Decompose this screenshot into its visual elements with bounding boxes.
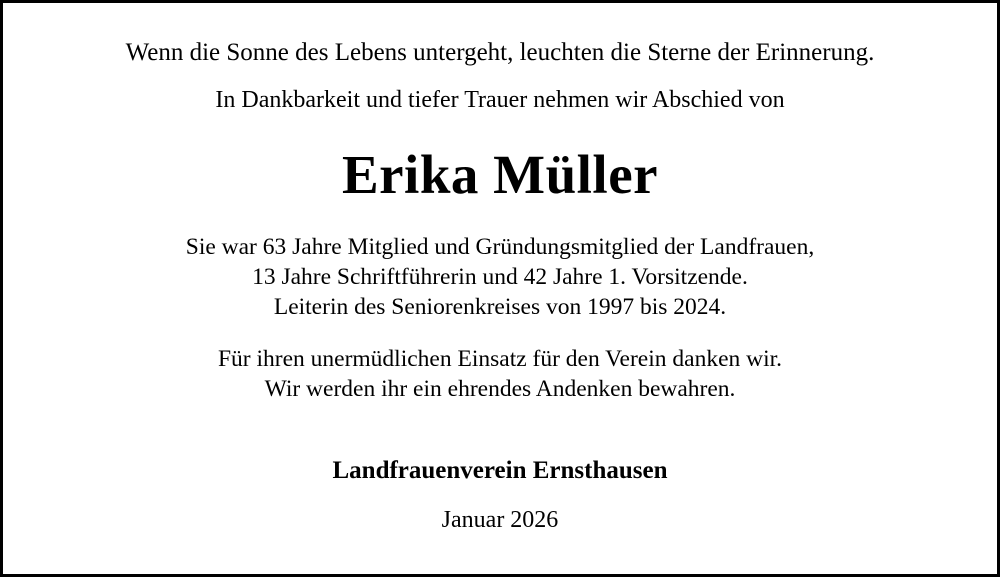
service-line: Sie war 63 Jahre Mitglied und Gründungsmitglied der Landfrauen, xyxy=(185,234,815,261)
thanks-line: Wir werden ihr ein ehrendes Andenken bewahren. xyxy=(264,376,736,403)
service-line: Leiterin des Seniorenkreises von 1997 bis 2024. xyxy=(273,294,727,321)
farewell-intro: In Dankbarkeit und tiefer Trauer nehmen wir Abschied von xyxy=(215,87,785,113)
thanks-line: Für ihren unermüdlichen Einsatz für den Verein danken wir. xyxy=(217,346,783,373)
service-record xyxy=(186,232,814,322)
service-line: 13 Jahre Schriftführerin und 42 Jahre 1. Vorsitzende. xyxy=(252,264,748,291)
memorial-motto: Wenn die Sonne des Lebens untergeht, leuchten die Sterne der Erinnerung. xyxy=(125,39,875,66)
thanks-block xyxy=(218,344,782,404)
organization-name: Landfrauenverein Ernsthausen xyxy=(332,456,668,484)
deceased-name: Erika Müller xyxy=(341,143,659,205)
notice-date: Januar 2026 xyxy=(441,506,559,533)
